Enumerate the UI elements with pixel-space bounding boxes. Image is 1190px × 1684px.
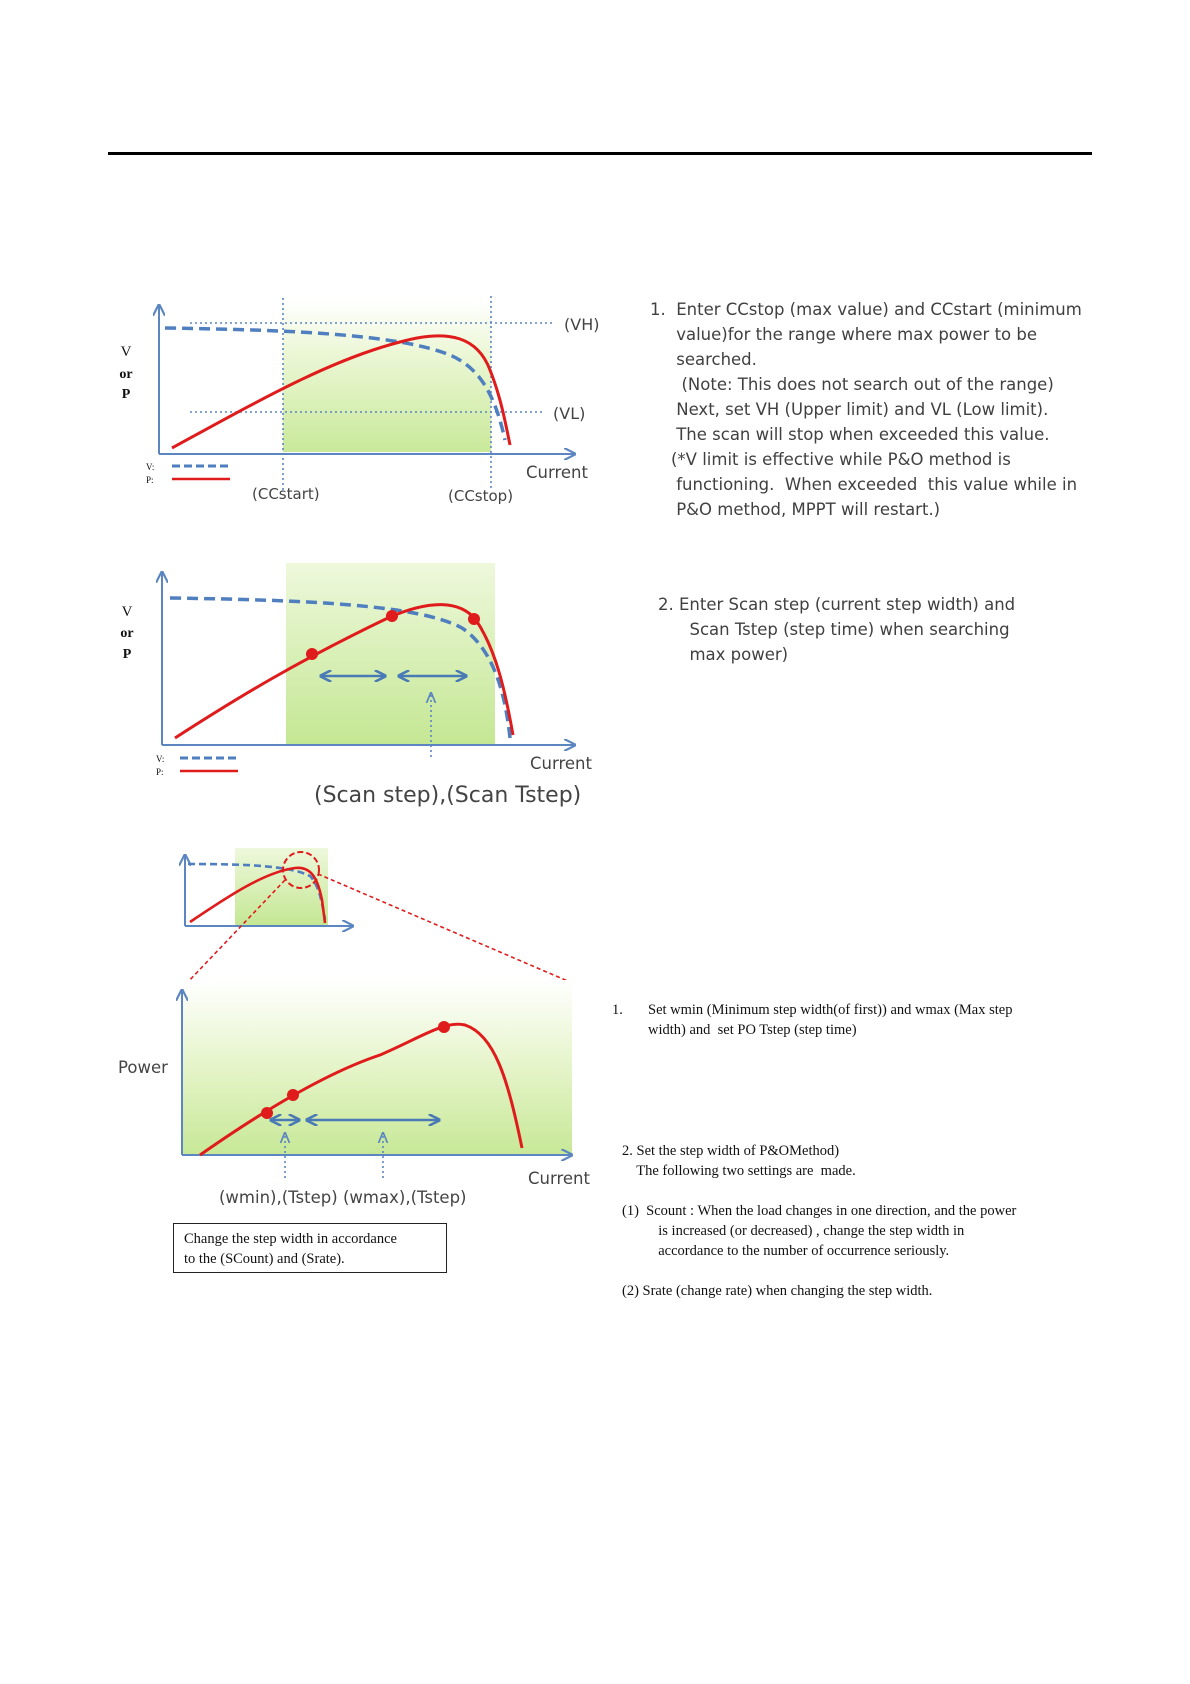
fig2-legend-v: V: — [156, 754, 165, 764]
step3-line: width) and set PO Tstep (step time) — [648, 1022, 857, 1038]
fig2-scan-label: (Scan step),(Scan Tstep) — [314, 783, 582, 808]
step3-number: 1. — [612, 1002, 623, 1018]
fig3-wmin-label: (wmin),(Tstep) — [219, 1188, 338, 1207]
fig1-ylabel-p: P — [121, 387, 131, 402]
figure-3-po-method — [118, 848, 591, 1207]
figure-1-ccrange — [119, 296, 599, 505]
step2-text — [658, 592, 1015, 667]
fig1-vl-label: (VL) — [553, 404, 586, 423]
step3-text — [648, 1000, 1012, 1040]
note-line: Change the step width in accordance — [184, 1231, 397, 1247]
fig1-current-label: Current — [526, 463, 588, 482]
fig1-ccstart-label: (CCstart) — [252, 485, 320, 503]
fig2-scan-point — [386, 610, 398, 622]
fig3-po-point — [287, 1089, 299, 1101]
item1-line: (1) Scount : When the load changes in one direction, and the power — [622, 1203, 1017, 1219]
fig3-po-point — [438, 1021, 450, 1033]
step2-line: max power) — [658, 645, 789, 664]
step2-line: Scan Tstep (step time) when searching — [658, 620, 1010, 639]
fig2-ylabel-p: P — [122, 647, 132, 662]
step4-item1 — [622, 1201, 1016, 1261]
step4-item2: (2) Srate (change rate) when changing the step width. — [622, 1283, 933, 1299]
fig2-ylabel-or: or — [120, 626, 134, 641]
fig2-scan-point — [468, 613, 480, 625]
step4-line: 2. Set the step width of P&OMethod) — [622, 1143, 840, 1159]
fig3-zoom-line — [318, 874, 570, 982]
step1-line: searched. — [650, 350, 757, 369]
fig2-current-label: Current — [530, 754, 592, 773]
fig1-ylabel-or: or — [119, 367, 133, 382]
fig2-legend-p: P: — [156, 767, 164, 777]
fig2-ylabel-v: V — [121, 604, 133, 620]
step1-line: 1. Enter CCstop (max value) and CCstart (minimum — [650, 300, 1082, 319]
step1-line: Next, set VH (Upper limit) and VL (Low limit). — [650, 400, 1049, 419]
fig2-scan-point — [306, 648, 318, 660]
fig1-ccstop-label: (CCstop) — [448, 487, 514, 505]
fig3-wmax-label: (wmax),(Tstep) — [343, 1188, 467, 1207]
fig3-power-label: Power — [118, 1058, 168, 1077]
step1-line: P&O method, MPPT will restart.) — [650, 500, 941, 519]
step1-text — [650, 297, 1082, 522]
step4-text — [622, 1141, 856, 1181]
fig3-po-point — [261, 1107, 273, 1119]
note-line: to the (SCount) and (Srate). — [184, 1251, 345, 1267]
fig1-vh-label: (VH) — [564, 315, 600, 334]
step1-line: (*V limit is effective while P&O method is — [650, 450, 1011, 469]
item1-line: accordance to the number of occurrence seriously. — [622, 1243, 950, 1259]
step3-line: Set wmin (Minimum step width(of first)) and wmax (Max step — [648, 1002, 1013, 1018]
step1-line: functioning. When exceeded this value while in — [650, 475, 1078, 494]
item1-line: is increased (or decreased) , change the step width in — [622, 1223, 965, 1239]
fig3-current-label: Current — [528, 1169, 590, 1188]
figure-2-scanstep — [120, 563, 592, 808]
fig1-legend-p: P: — [146, 475, 154, 485]
fig1-legend-v: V: — [146, 462, 155, 472]
step1-line: The scan will stop when exceeded this value. — [650, 425, 1050, 444]
step1-line: value)for the range where max power to be — [650, 325, 1038, 344]
fig1-ylabel-v: V — [120, 344, 132, 360]
step-width-note-box — [173, 1223, 447, 1273]
step2-line: 2. Enter Scan step (current step width) and — [658, 595, 1016, 614]
step1-line: (Note: This does not search out of the range) — [650, 375, 1054, 394]
step4-line: The following two settings are made. — [622, 1163, 856, 1179]
fig3-inset-range — [235, 848, 328, 926]
